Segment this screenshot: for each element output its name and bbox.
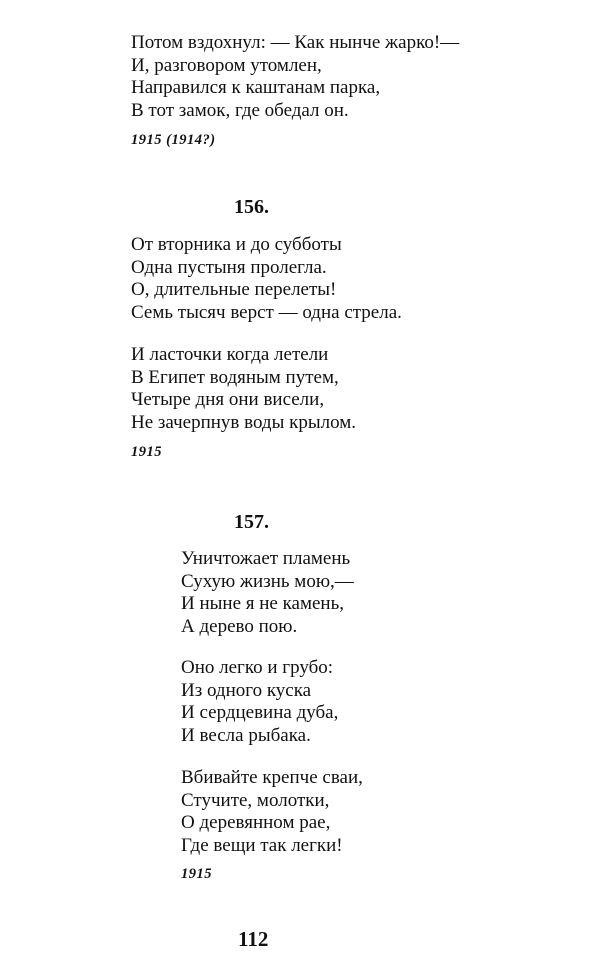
poem-line: Четыре дня они висели,	[131, 389, 325, 411]
poem-line: Стучите, молотки,	[181, 789, 330, 811]
poem156-stanza-1	[131, 234, 402, 324]
poem-line: Из одного куска	[181, 679, 312, 701]
poem155-stanza	[131, 32, 459, 122]
poem-line: Направился к каштанам парка,	[131, 77, 381, 99]
poem156-number: 156.	[234, 196, 269, 218]
poem155-date: 1915 (1914?)	[131, 132, 216, 148]
poem-line: В Египет водяным путем,	[131, 366, 339, 388]
page-number: 112	[238, 927, 269, 951]
poem-line: И сердцевина дуба,	[181, 702, 339, 724]
poem-line: И весла рыбака.	[181, 724, 311, 746]
poem-line: Семь тысяч верст — одна стрела.	[131, 301, 402, 323]
poem-line: Уничтожает пламень	[181, 548, 351, 569]
poem-line: А дерево пою.	[181, 615, 298, 637]
poem-line: Потом вздохнул: — Как нынче жарко!—	[131, 32, 460, 53]
poem156-date: 1915	[131, 444, 162, 460]
poem-line: И, разговором утомлен,	[131, 54, 322, 76]
poem157-date: 1915	[181, 866, 212, 882]
poem-line: В тот замок, где обедал он.	[131, 99, 349, 121]
poem-line: О деревянном рае,	[181, 812, 331, 834]
poem156-stanza-2	[131, 344, 356, 434]
poem-line: И ныне я не камень,	[181, 593, 345, 615]
poem-line: Вбивайте крепче сваи,	[181, 767, 363, 788]
poem157-number: 157.	[234, 511, 269, 533]
poem-line: Одна пустыня пролегла.	[131, 256, 327, 278]
poem-line: О, длительные перелеты!	[131, 279, 337, 301]
poem-line: Оно легко и грубо:	[181, 657, 334, 678]
poem-line: Не зачерпнув воды крылом.	[131, 411, 356, 433]
poem157-stanza-1	[181, 548, 354, 638]
poem157-stanza-3	[181, 767, 363, 857]
poem-line: Сухую жизнь мою,—	[181, 570, 354, 592]
poem-line: И ласточки когда летели	[131, 344, 329, 365]
poem-line: Где вещи так легки!	[181, 834, 343, 856]
poem-line: От вторника и до субботы	[131, 234, 342, 255]
poem157-stanza-2	[181, 657, 338, 747]
